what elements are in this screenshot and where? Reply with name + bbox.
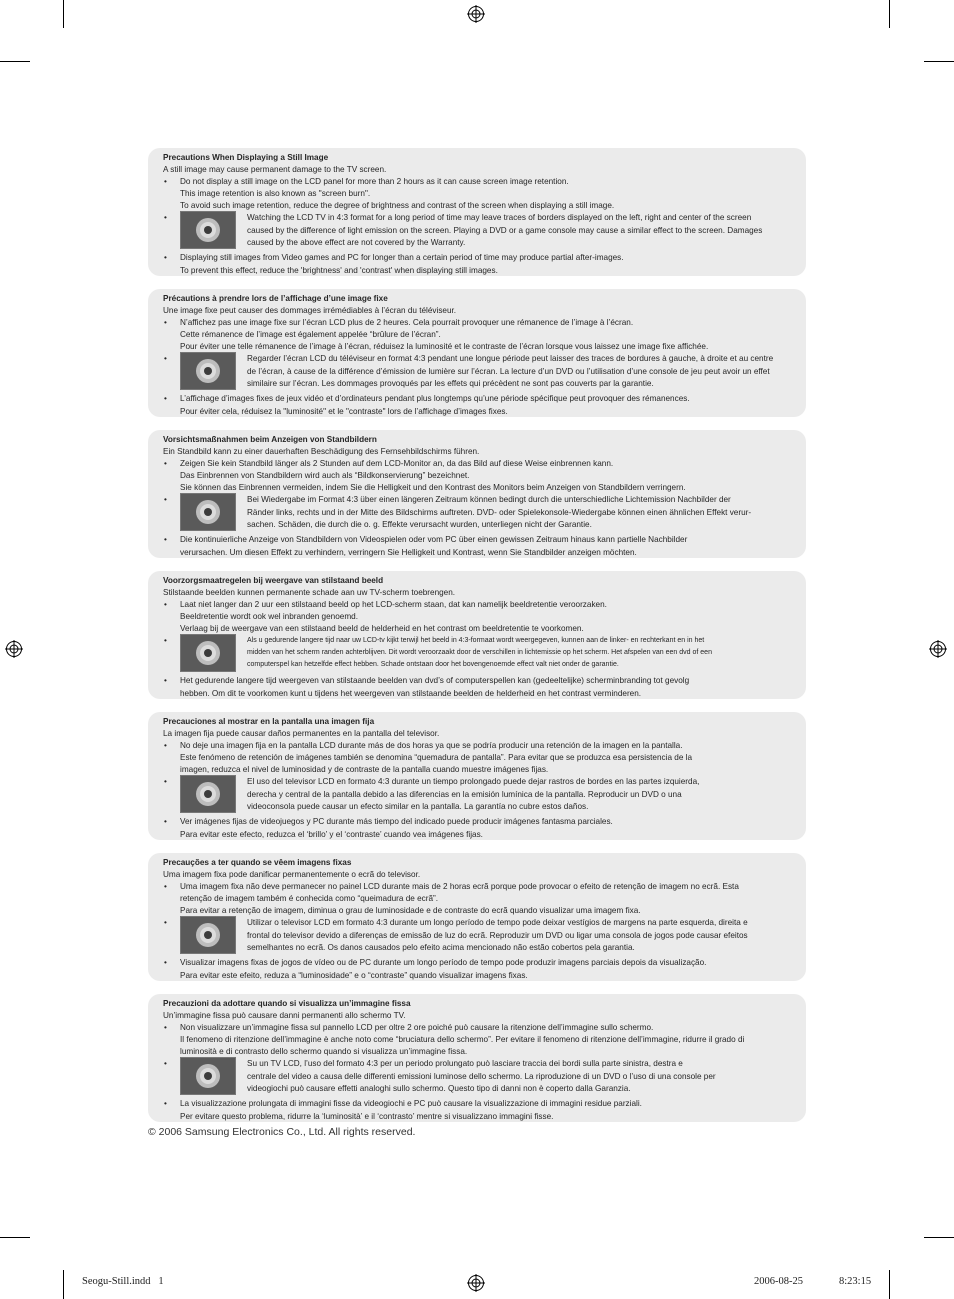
section-dutch — [148, 571, 806, 699]
section-intro: Un’immagine fissa può causare danni permanenti allo schermo TV. — [163, 1011, 406, 1021]
section-intro: A still image may cause permanent damage to the TV screen. — [163, 165, 387, 175]
bullet-item: • Laat niet langer dan 2 uur een stilstaand beeld op het LCD-scherm staan, dat kan namelijk beeldretentie veroorzaken. Beeldretentie wordt ook wel inbranden genoemd. Verlaag bij de weergave van een stilstaand beeld de helderheid en het contrast om beeldretentie te voorkomen. — [164, 600, 607, 634]
flower-thumbnail-icon — [180, 1057, 236, 1095]
bullet-icon: • — [164, 600, 167, 610]
bullet-item: • Utilizar o televisor LCD em formato 4:3 durante um longo período de tempo pode deixar vestígios de margens na parte esquerda, direita e frontal do televisor devido a diferenças de emissão de luz do ecrã. Reproduzir um DVD ou ligar uma consola de jogos pode causar efeitos semelhantes no ecrã. Os danos causados pelo efeito acima mencionado não estão cobertos pela garantia. — [163, 917, 796, 957]
bullet-icon: • — [164, 394, 167, 404]
bullet-icon: • — [164, 354, 167, 364]
bullet-item: • La visualizzazione prolungata di immagini fisse da videogiochi e PC può causare la visualizzazione di immagini residue parziali. Per evitare questo problema, ridurre la ‘luminosità’ e il ‘contrasto’ mentre si visualizzano immagini fisse. — [164, 1099, 642, 1121]
bullet-icon: • — [164, 918, 167, 928]
bullet-item: • Su un TV LCD, l’uso del formato 4:3 per un periodo prolungato può lasciare traccia dei bordi sulla parte sinistra, destra e centrale del video a causa delle differenti emissioni luminose dello schermo. La riproduzione di un DVD o l’uso di una console per videogiochi può causare effetti analoghi sullo schermo. Questo tipo di danni non è coperto dalla Garanzia. — [163, 1058, 796, 1098]
bullet-icon: • — [164, 676, 167, 686]
bullet-item: • Displaying still images from Video games and PC for longer than a certain period of time may produce partial after-images. To prevent this effect, reduce the 'brightness' and 'contrast' when displaying still images. — [164, 253, 624, 275]
bullet-item: • Visualizar imagens fixas de jogos de vídeo ou de PC durante um longo período de tempo pode produzir imagens parciais depois da visualização. Para evitar este efeito, reduza a “luminosidade” e o “contraste” quando visualizar imagens fixas. — [164, 958, 707, 980]
bullet-item: • Zeigen Sie kein Standbild länger als 2 Stunden auf dem LCD-Monitor an, da das Bild auf diese Weise einbrennen kann. Das Einbrennen von Standbildern wird auch als “Bildkonservierung” bezeichnet. Sie können das Einbrennen vermeiden, indem Sie die Helligkeit und den Kontrast des Monitors beim Anzeigen von Standbildern verringern. — [164, 459, 686, 493]
section-intro: La imagen fija puede causar daños permanentes en la pantalla del televisor. — [163, 729, 440, 739]
flower-thumbnail-icon — [180, 352, 236, 390]
section-portuguese — [148, 853, 806, 981]
copyright-notice: © 2006 Samsung Electronics Co., Ltd. All rights reserved. — [148, 1126, 416, 1138]
section-intro: Uma imagem fixa pode danificar permanentemente o ecrã do televisor. — [163, 870, 421, 880]
footer-filename: Seogu-Still.indd 1 — [82, 1276, 164, 1287]
bullet-icon: • — [164, 777, 167, 787]
bullet-icon: • — [164, 882, 167, 892]
bullet-icon: • — [164, 213, 167, 223]
crop-mark — [0, 61, 30, 62]
crop-mark — [63, 0, 64, 28]
section-intro: Ein Standbild kann zu einer dauerhaften Beschädigung des Fernsehbildschirms führen. — [163, 447, 480, 457]
bullet-icon: • — [164, 636, 167, 646]
bullet-item: • El uso del televisor LCD en formato 4:3 durante un tiempo prolongado puede dejar rastros de bordes en las partes izquierda, derecha y central de la pantalla debido a las diferencias en la emisión lumínica de la pantalla. Reproducir un DVD o una videoconsola puede causar un efecto similar en la pantalla. La garantía no cubre estos daños. — [163, 776, 796, 816]
section-intro: Une image fixe peut causer des dommages irrémédiables à l’écran du téléviseur. — [163, 306, 457, 316]
bullet-item: • Uma imagem fixa não deve permanecer no painel LCD durante mais de 2 horas ecrã porque pode provocar o efeito de retenção de imagem no ecrã. Esta retenção de imagem também é conhecida como “queimadura de ecrã”. Para evitar a retenção de imagem, diminua o grau de luminosidade e de contraste do ecrã quando visualizar uma imagem fixa. — [164, 882, 739, 916]
bullet-icon: • — [164, 741, 167, 751]
section-english — [148, 148, 806, 276]
bullet-icon: • — [164, 1099, 167, 1109]
section-title: Precauzioni da adottare quando si visualizza un’immagine fissa — [163, 999, 411, 1008]
flower-thumbnail-icon — [180, 775, 236, 813]
crop-mark — [889, 0, 890, 28]
section-intro: Stilstaande beelden kunnen permanente schade aan uw TV-scherm toebrengen. — [163, 588, 456, 598]
bullet-item: • Do not display a still image on the LCD panel for more than 2 hours as it can cause screen image retention. This image retention is also known as "screen burn". To avoid such image retention, reduce the degree of brightness and contrast of the screen when displaying a still image. — [164, 177, 615, 211]
section-title: Precauciones al mostrar en la pantalla una imagen fija — [163, 717, 375, 726]
registration-mark-icon — [467, 1274, 485, 1292]
crop-mark — [924, 1237, 954, 1238]
bullet-icon: • — [164, 535, 167, 545]
footer-date: 2006-08-25 — [754, 1276, 803, 1287]
registration-mark-icon — [5, 640, 23, 658]
bullet-icon: • — [164, 177, 167, 187]
bullet-item: • No deje una imagen fija en la pantalla LCD durante más de dos horas ya que se podría producir una retención de la imagen en la pantalla. Este fenómeno de retención de imágenes también se denomina “quemadura de pantalla”. Para evitar que se produzca esa persistencia de la imagen, reduzca el nivel de luminosidad y de contraste de la pantalla cuando muestre imágenes fijas. — [164, 741, 693, 775]
crop-mark — [924, 61, 954, 62]
bullet-item: • N’affichez pas une image fixe sur l’écran LCD plus de 2 heures. Cela pourrait provoquer une rémanence de l’image à l’écran. Cette rémanence de l’image est également appelée “brûlure de l’écran”. Pour éviter une telle rémanence de l’image à l’écran, réduisez la luminosité et le contraste de l’écran lorsque vous laissez une image fixe affichée. — [164, 318, 709, 352]
bullet-item: • Non visualizzare un’immagine fissa sul pannello LCD per oltre 2 ore poiché può causare la ritenzione dell’immagine sullo schermo. Il fenomeno di ritenzione dell’immagine è anche noto come “bruciatura dello schermo”. Per evitare il fenomeno di ritenzione dell’immagine, ridurre il grado di luminosità e di contrasto dello schermo quando si visualizza un’immagine fissa. — [164, 1023, 745, 1057]
bullet-icon: • — [164, 1023, 167, 1033]
bullet-item: • L’affichage d’images fixes de jeux vidéo et d’ordinateurs pendant plus longtemps qu’une période spécifique peut provoquer des rémanences. Pour éviter cela, réduisez la "luminosité" et le "contraste" lors de l’affichage d’images fixes. — [164, 394, 690, 416]
bullet-item: • Watching the LCD TV in 4:3 format for a long period of time may leave traces of borders displayed on the left, right and center of the screen caused by the difference of light emission on the screen. Playing a DVD or a game console may cause a similar effect to the screen. Damages caused by the above effect are not covered by the Warranty. — [163, 212, 796, 252]
bullet-icon: • — [164, 958, 167, 968]
bullet-item: • Die kontinuierliche Anzeige von Standbildern von Videospielen oder vom PC über einen gewissen Zeitraum hinaus kann partielle Nachbilder verursachen. Um diesen Effekt zu verhindern, verringern Sie Helligkeit und Kontrast, wenn Sie Standbilder anzeigen möchten. — [164, 535, 688, 557]
registration-mark-icon — [929, 640, 947, 658]
registration-mark-icon — [467, 5, 485, 23]
bullet-item: • Bei Wiedergabe im Format 4:3 über einen längeren Zeitraum können bedingt durch die unterschiedliche Lichtemission Nachbilder der Ränder links, rechts und in der Mitte des Bildschirms auftreten. DVD- oder Spielekonsole-Wiedergabe können einen ähnlichen Effekt verur- sachen. Schäden, die durch die o. g. Effekte verursacht wurden, unterliegen nicht der Garantie. — [163, 494, 796, 534]
footer-time: 8:23:15 — [839, 1276, 872, 1287]
section-title: Precautions When Displaying a Still Image — [163, 153, 329, 162]
bullet-icon: • — [164, 1059, 167, 1069]
bullet-icon: • — [164, 459, 167, 469]
section-german — [148, 430, 806, 558]
section-title: Voorzorgsmaatregelen bij weergave van stilstaand beeld — [163, 576, 384, 585]
crop-mark — [0, 1237, 30, 1238]
flower-thumbnail-icon — [180, 916, 236, 954]
section-title: Precauções a ter quando se vêem imagens fixas — [163, 858, 352, 867]
crop-mark — [889, 1270, 890, 1299]
bullet-icon: • — [164, 253, 167, 263]
bullet-icon: • — [164, 495, 167, 505]
flower-thumbnail-icon — [180, 493, 236, 531]
bullet-icon: • — [164, 817, 167, 827]
section-french — [148, 289, 806, 417]
crop-mark — [63, 1270, 64, 1299]
flower-thumbnail-icon — [180, 211, 236, 249]
bullet-item: • Als u gedurende langere tijd naar uw LCD-tv kijkt terwijl het beeld in 4:3-formaat wordt weergegeven, kunnen aan de linker- en rechterkant en in het midden van het scherm randen achterblijven. Dit wordt veroorzaakt door de verschillen in lichtemissie op het scherm. Het afspelen van een dvd of een computerspel kan hetzelfde effect hebben. Schade ontstaan door het bovengenoemde effect valt niet onder de garantie. — [163, 635, 796, 675]
bullet-item: • Regarder l’écran LCD du téléviseur en format 4:3 pendant une longue période peut laisser des traces de bordures à gauche, à droite et au centre de l’écran, à cause de la différence d’émission de lumière sur l’écran. La lecture d’un DVD ou l’utilisation d’une console de jeu peut avoir un effet similaire sur l’écran. Les dommages provoqués par les effets qui précèdent ne sont pas couverts par la garantie. — [163, 353, 796, 393]
section-spanish — [148, 712, 806, 840]
section-italian — [148, 994, 806, 1122]
section-title: Vorsichtsmaßnahmen beim Anzeigen von Standbildern — [163, 435, 377, 444]
bullet-item: • Ver imágenes fijas de videojuegos y PC durante más tiempo del indicado puede producir imágenes fantasma parciales. Para evitar este efecto, reduzca el ‘brillo’ y el ‘contraste’ cuando vea imágenes fijas. — [164, 817, 613, 839]
section-title: Précautions à prendre lors de l’affichage d’une image fixe — [163, 294, 388, 303]
bullet-icon: • — [164, 318, 167, 328]
flower-thumbnail-icon — [180, 634, 236, 672]
bullet-item: • Het gedurende langere tijd weergeven van stilstaande beelden van dvd’s of computerspellen kan (gedeeltelijke) scherminbranding tot gevolg hebben. Om dit te voorkomen kunt u tijdens het weergeven van stilstaande beelden de helderheid en het contrast verminderen. — [164, 676, 690, 698]
